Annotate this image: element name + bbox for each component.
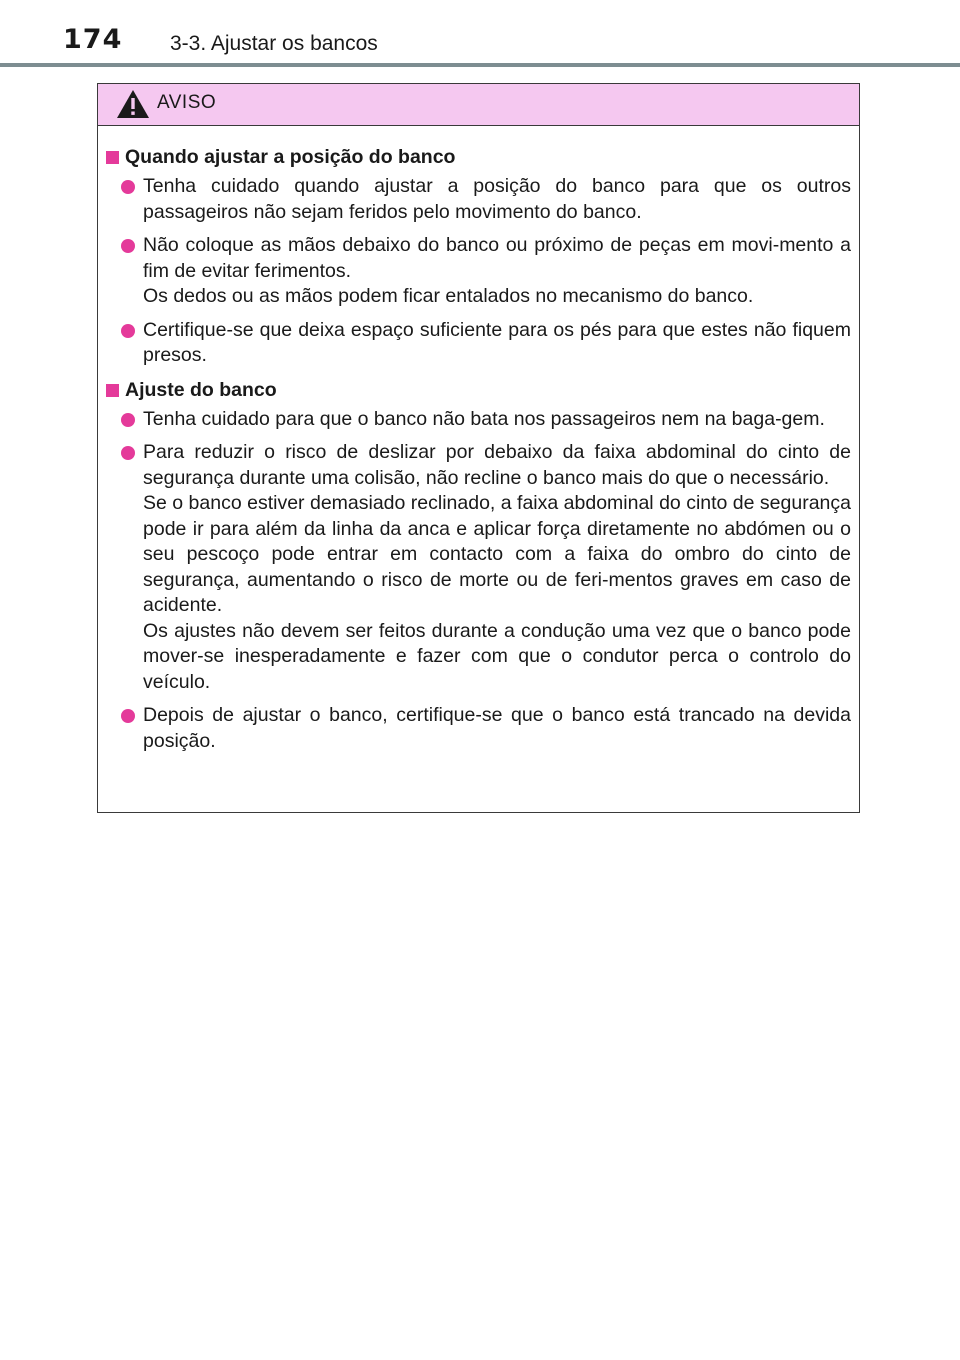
list-item — [106, 407, 851, 433]
bullet-dot-icon — [121, 446, 135, 460]
warning-section — [106, 377, 851, 755]
warning-label: AVISO — [157, 92, 217, 113]
warning-header — [98, 84, 859, 126]
section-heading — [106, 144, 851, 171]
list-item-text: Tenha cuidado para que o banco não bata nos passageiros nem na baga-gem. — [143, 407, 825, 430]
page-header — [0, 0, 960, 70]
section-heading-text: Ajuste do banco — [125, 378, 277, 401]
square-bullet-icon — [106, 151, 119, 164]
header-rule — [0, 63, 960, 67]
list-item — [106, 233, 851, 310]
bullet-dot-icon — [121, 180, 135, 194]
warning-section — [106, 144, 851, 369]
list-item-text: Tenha cuidado quando ajustar a posição do banco para que os outros passageiros não sejam feridos pelo movimento do banco. — [143, 175, 851, 223]
list-item-text: Depois de ajustar o banco, certifique-se que o banco está trancado na devida posição. — [143, 704, 851, 752]
list-item-text: Não coloque as mãos debaixo do banco ou próximo de peças em movi-mento a fim de evitar ferimentos. Os dedos ou as mãos podem ficar entalados no mecanismo do banco. — [143, 234, 851, 307]
section-title: 3-3. Ajustar os bancos — [170, 32, 378, 55]
section-heading-text: Quando ajustar a posição do banco — [125, 146, 456, 168]
list-item — [106, 440, 851, 695]
list-item — [106, 703, 851, 754]
warning-body — [98, 126, 859, 754]
bullet-dot-icon — [121, 239, 135, 253]
list-item — [106, 318, 851, 369]
bullet-dot-icon — [121, 709, 135, 723]
list-item — [106, 174, 851, 225]
bullet-dot-icon — [121, 324, 135, 338]
square-bullet-icon — [106, 384, 119, 397]
section-heading — [106, 377, 851, 404]
warning-box — [97, 83, 860, 813]
page-number: 174 — [63, 24, 123, 55]
list-item-text: Para reduzir o risco de deslizar por debaixo da faixa abdominal do cinto de segurança durante uma colisão, não recline o banco mais do que o necessário. Se o banco estiver demasiado reclinado, a faixa abdominal do cinto de segurança pode ir para além da linha da anca e aplicar força diretamente no abdómen ou o seu pescoço pode entrar em contacto com a faixa do ombro do cinto de segurança, aumentando o risco de morte ou de feri-mentos graves em caso de acidente. Os ajustes não devem ser feitos durante a condução uma vez que o banco pode mover-se inesperadamente e fazer com que o condutor perca o controlo do veículo. — [143, 441, 851, 693]
bullet-dot-icon — [121, 413, 135, 427]
list-item-text: Certifique-se que deixa espaço suficiente para os pés para que estes não fiquem presos. — [143, 318, 851, 366]
warning-triangle-icon — [116, 89, 150, 119]
